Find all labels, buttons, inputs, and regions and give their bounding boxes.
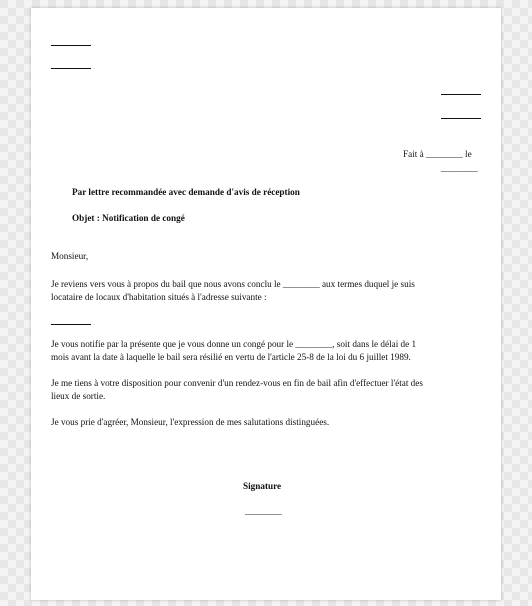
recipient-line-2 xyxy=(441,118,481,119)
address-blank-line xyxy=(51,324,91,325)
subject-line: Objet : Notification de congé xyxy=(72,213,185,223)
delivery-note: Par lettre recommandée avec demande d'avis de réception xyxy=(72,187,300,197)
date-suffix: le xyxy=(465,149,472,159)
paragraph-2-line-2: mois avant la date à laquelle le bail sera résilié en vertu de l'article 25-8 de la loi du 6 juillet 1989. xyxy=(51,352,411,362)
place-blank: ________ xyxy=(425,149,463,159)
place-prefix: Fait à xyxy=(403,149,424,159)
paragraph-3-line-2: lieux de sortie. xyxy=(51,391,106,401)
letter-page xyxy=(31,8,501,600)
salutation: Monsieur, xyxy=(51,251,89,261)
place-date-line xyxy=(403,148,472,161)
paragraph-1-line-2: locataire de locaux d'habitation situés à l'adresse suivante : xyxy=(51,292,267,302)
sender-line-1 xyxy=(51,45,91,46)
signature-label: Signature xyxy=(243,481,282,491)
closing-formula: Je vous prie d'agréer, Monsieur, l'expression de mes salutations distinguées. xyxy=(51,417,330,427)
paragraph-2-line-1: Je vous notifie par la présente que je vous donne un congé pour le ________, soit dans le délai de 1 xyxy=(51,339,417,349)
sender-line-2 xyxy=(51,68,91,69)
paragraph-1-line-1: Je reviens vers vous à propos du bail que nous avons conclu le ________ aux termes duquel je suis xyxy=(51,279,415,289)
paragraph-3-line-1: Je me tiens à votre disposition pour convenir d'un rendez-vous en fin de bail afin d'effectuer l'état des xyxy=(51,378,423,388)
signature-blank: ________ xyxy=(245,506,282,516)
recipient-line-1 xyxy=(441,94,481,95)
date-blank: ________ xyxy=(441,163,478,173)
